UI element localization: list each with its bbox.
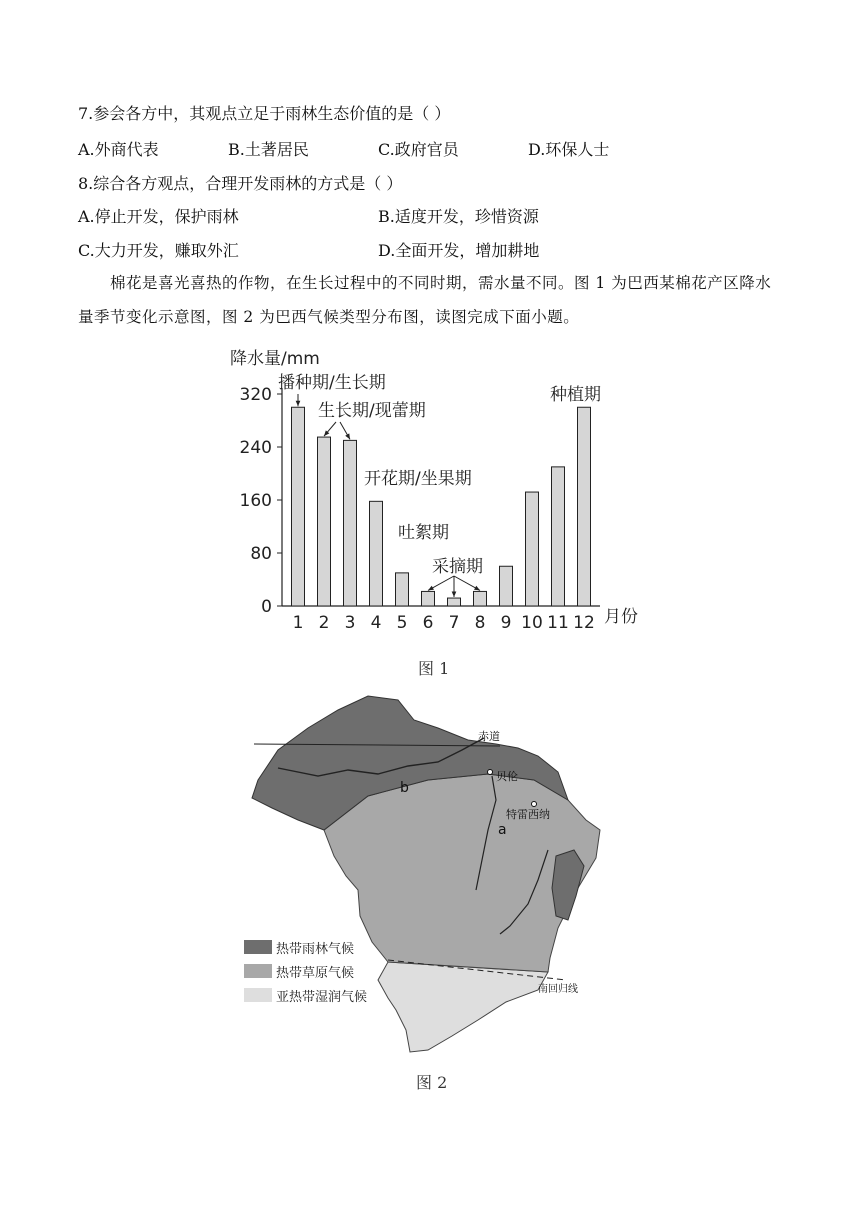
intro-paragraph: 棉花是喜光喜热的作物，在生长过程中的不同时期，需水量不同。图 1 为巴西某棉花产区降水量季节变化示意图，图 2 为巴西气候类型分布图，读图完成下面小题。 [78,274,772,326]
bar-month-1 [292,407,305,606]
legend-swatch-savanna [244,964,272,978]
question-8-option-c: C.大力开发，赚取外汇 [78,241,239,260]
bar-month-9 [500,566,513,606]
bar-month-3 [344,440,357,606]
region-a-label: a [498,822,507,838]
bar-month-6 [422,591,435,606]
region-b-label: b [400,780,409,796]
question-7-option-c: C.政府官员 [378,140,459,159]
y-axis-label: 降水量/mm [230,349,320,369]
annotation-picking: 采摘期 [432,557,483,577]
x-tick-label: 11 [547,613,569,633]
annotation-sowing-arrow-head [296,401,301,407]
x-tick-label: 1 [292,613,304,633]
teresina-dot [532,802,537,807]
precipitation-bar-chart [220,340,650,640]
legend-swatch-subtropical [244,988,272,1002]
equator-label: 赤道 [478,730,500,743]
question-7-stem: 7.参会各方中，其观点立足于雨林生态价值的是（ ） [78,104,451,123]
bar-month-8 [474,591,487,606]
belem-dot [488,770,493,775]
legend-label-rainforest: 热带雨林气候 [276,942,355,957]
tropic-label: 南回归线 [538,984,578,995]
x-tick-label: 4 [370,613,382,633]
question-8-option-a: A.停止开发，保护雨林 [78,207,239,226]
y-tick-label: 80 [250,544,272,564]
teresina-label: 特雷西纳 [506,808,550,821]
question-7-option-a: A.外商代表 [78,140,159,159]
belem-label: 贝伦 [496,770,518,783]
x-tick-label: 2 [318,613,330,633]
question-7-option-d: D.环保人士 [528,140,610,159]
bar-month-11 [552,467,565,606]
question-8-stem: 8.综合各方观点，合理开发雨林的方式是（ ） [78,174,403,193]
y-tick-label: 240 [239,438,272,458]
x-tick-label: 7 [448,613,460,633]
annotation-picking-arrow-2-head [452,592,457,598]
y-tick-label: 160 [239,491,272,511]
bar-month-12 [578,407,591,606]
x-axis-label: 月份 [604,607,638,627]
x-tick-label: 10 [521,613,543,633]
legend-swatch-rainforest [244,940,272,954]
annotation-planting: 种植期 [550,385,601,405]
y-tick-label: 320 [239,385,272,405]
question-7-option-b: B.土著居民 [228,140,309,159]
x-tick-label: 8 [474,613,486,633]
x-tick-label: 3 [344,613,356,633]
bar-month-5 [396,573,409,606]
question-8-option-b: B.适度开发，珍惜资源 [378,207,539,226]
bar-month-7 [448,598,461,606]
tropical-rainforest-east [552,850,584,920]
x-tick-label: 6 [422,613,434,633]
annotation-sowing: 播种期/生长期 [278,373,386,393]
x-tick-label: 5 [396,613,408,633]
bar-month-2 [318,437,331,606]
annotation-boll-opening: 吐絮期 [398,523,449,543]
x-tick-label: 9 [500,613,512,633]
legend-label-savanna: 热带草原气候 [276,966,355,981]
legend-label-subtropical: 亚热带湿润气候 [276,990,368,1005]
x-tick-label: 12 [573,613,595,633]
figure-1-caption: 图 1 [418,659,450,678]
annotation-budding: 生长期/现蕾期 [318,401,426,421]
figure-2-caption: 图 2 [416,1073,448,1092]
bar-month-4 [370,501,383,606]
question-8-option-d: D.全面开发，增加耕地 [378,241,540,260]
bar-month-10 [526,492,539,606]
annotation-flowering: 开花期/坐果期 [364,469,472,489]
y-tick-label: 0 [261,597,272,617]
